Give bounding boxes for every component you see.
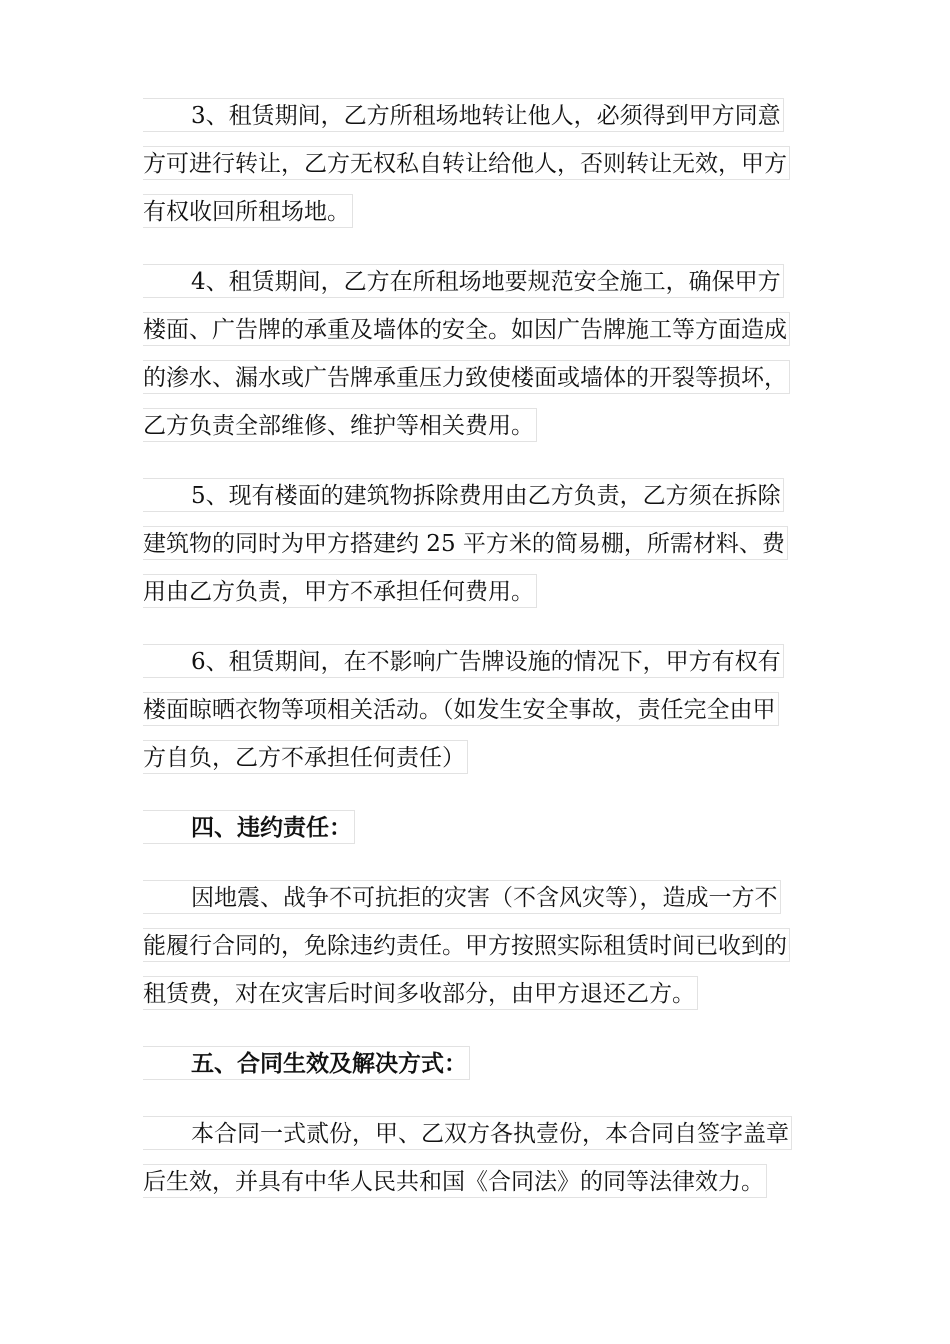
text-line: 方自负，乙方不承担任何责任） xyxy=(143,740,468,774)
text-line: 楼面晾晒衣物等项相关活动。（如发生安全事故，责任完全由甲 xyxy=(143,692,779,726)
text-line: 建筑物的同时为甲方搭建约 25 平方米的简易棚，所需材料、费 xyxy=(143,526,788,560)
text-line: 用由乙方负责，甲方不承担任何费用。 xyxy=(143,574,537,608)
clause-effect xyxy=(143,1116,823,1198)
section-heading-breach xyxy=(143,810,823,844)
section-title: 四、违约责任： xyxy=(143,810,355,844)
text-line: 因地震、战争不可抗拒的灾害（不含风灾等），造成一方不 xyxy=(143,880,781,914)
clause-4 xyxy=(143,264,823,442)
text-line: 后生效，并具有中华人民共和国《合同法》的同等法律效力。 xyxy=(143,1164,767,1198)
clause-3 xyxy=(143,98,823,228)
text-line: 能履行合同的，免除违约责任。甲方按照实际租赁时间已收到的 xyxy=(143,928,790,962)
text-line: 6、租赁期间，在不影响广告牌设施的情况下，甲方有权有 xyxy=(143,644,784,678)
text-line: 的渗水、漏水或广告牌承重压力致使楼面或墙体的开裂等损坏， xyxy=(143,360,790,394)
text-line: 5、现有楼面的建筑物拆除费用由乙方负责，乙方须在拆除 xyxy=(143,478,784,512)
clause-6 xyxy=(143,644,823,774)
text-line: 本合同一式贰份，甲、乙双方各执壹份，本合同自签字盖章 xyxy=(143,1116,792,1150)
section-title: 五、合同生效及解决方式： xyxy=(143,1046,470,1080)
text-line: 3、租赁期间，乙方所租场地转让他人，必须得到甲方同意 xyxy=(143,98,784,132)
text-line: 有权收回所租场地。 xyxy=(143,194,353,228)
clause-5 xyxy=(143,478,823,608)
text-line: 乙方负责全部维修、维护等相关费用。 xyxy=(143,408,537,442)
contract-body xyxy=(143,98,823,1212)
text-line: 楼面、广告牌的承重及墙体的安全。如因广告牌施工等方面造成 xyxy=(143,312,790,346)
clause-breach xyxy=(143,880,823,1010)
text-line: 租赁费，对在灾害后时间多收部分，由甲方退还乙方。 xyxy=(143,976,698,1010)
section-heading-effect xyxy=(143,1046,823,1080)
text-line: 4、租赁期间，乙方在所租场地要规范安全施工，确保甲方 xyxy=(143,264,784,298)
text-line: 方可进行转让，乙方无权私自转让给他人，否则转让无效，甲方 xyxy=(143,146,790,180)
